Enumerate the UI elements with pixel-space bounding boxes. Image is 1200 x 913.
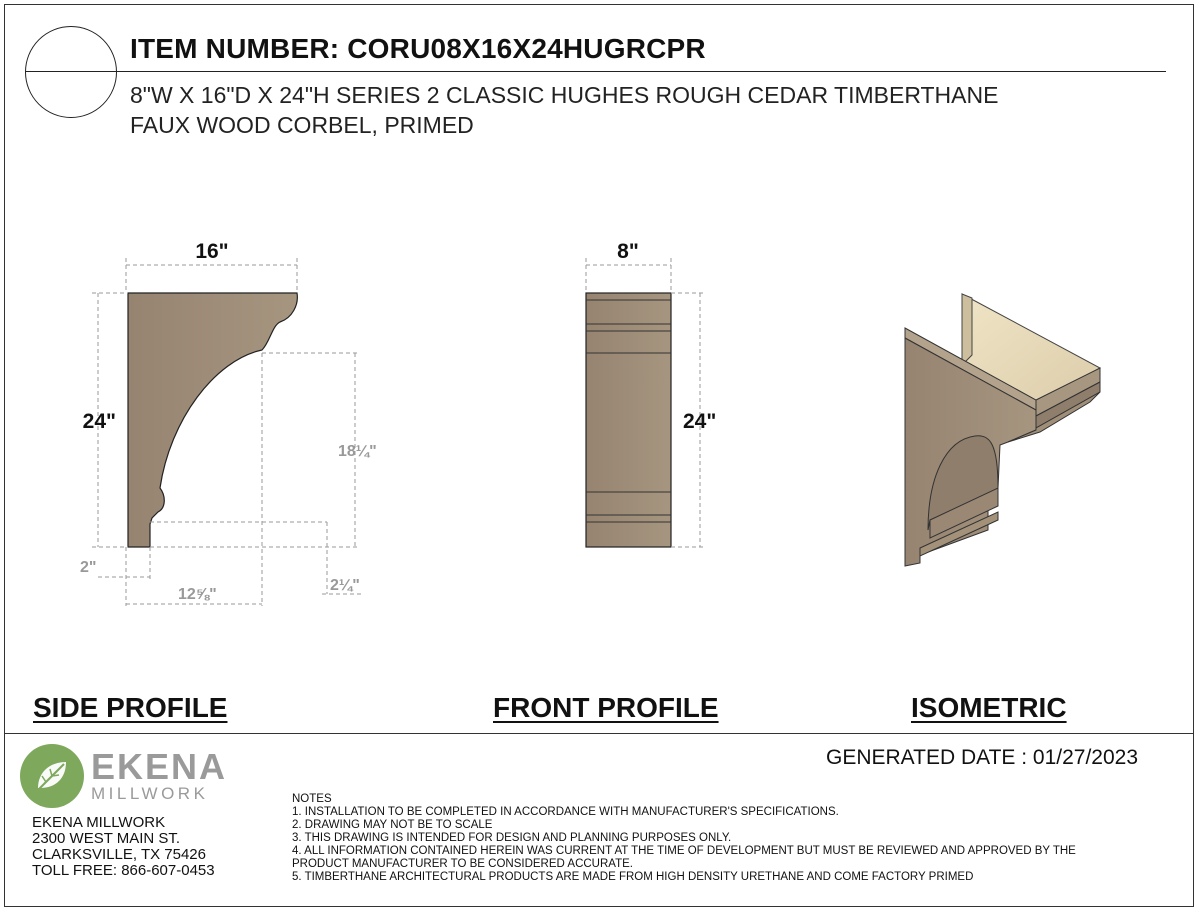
side-profile-drawing	[80, 240, 377, 606]
company-line: TOLL FREE: 866-607-0453	[32, 862, 215, 879]
note-line: 5. TIMBERTHANE ARCHITECTURAL PRODUCTS ARE MADE FROM HIGH DENSITY URETHANE AND COME FACTORY PRIMED	[292, 871, 974, 883]
brand-subtitle: MILLWORK	[91, 784, 209, 803]
brand-name: EKENA	[91, 746, 228, 787]
side-arch-width-label: 12⅝"	[178, 586, 217, 603]
side-step-label: 2¼"	[330, 577, 360, 594]
notes-block	[292, 793, 1076, 884]
generated-date: GENERATED DATE : 01/27/2023	[826, 746, 1139, 769]
side-height-label: 24"	[82, 410, 116, 433]
isometric-title: ISOMETRIC	[911, 692, 1067, 723]
side-depth-label: 16"	[195, 240, 229, 263]
note-line: 3. THIS DRAWING IS INTENDED FOR DESIGN AND PLANNING PURPOSES ONLY.	[292, 832, 732, 844]
front-profile-title: FRONT PROFILE	[493, 692, 719, 723]
note-line: 4. ALL INFORMATION CONTAINED HEREIN WAS CURRENT AT THE TIME OF DEVELOPMENT BUT MUST BE REVIEWED AND APPROVED BY THE	[292, 845, 1076, 857]
note-line: NOTES	[292, 793, 332, 805]
ekena-leaf-logo-icon	[20, 744, 84, 808]
side-profile-title: SIDE PROFILE	[33, 692, 228, 723]
note-line: 2. DRAWING MAY NOT BE TO SCALE	[292, 819, 493, 831]
side-arch-height-label: 18¼"	[338, 443, 377, 460]
front-width-label: 8"	[617, 240, 639, 263]
item-number: ITEM NUMBER: CORU08X16X24HUGRCPR	[130, 33, 706, 64]
company-line: CLARKSVILLE, TX 75426	[32, 846, 206, 863]
front-profile-drawing	[586, 240, 716, 547]
side-base-label: 2"	[80, 559, 97, 576]
description-line-2: FAUX WOOD CORBEL, PRIMED	[130, 112, 474, 138]
side-profile-shape	[128, 293, 297, 547]
description-line-1: 8"W X 16"D X 24"H SERIES 2 CLASSIC HUGHES ROUGH CEDAR TIMBERTHANE	[130, 82, 999, 108]
note-line: PRODUCT MANUFACTURER TO BE CONSIDERED ACCURATE.	[292, 858, 633, 870]
isometric-drawing	[905, 294, 1100, 566]
footer-divider	[4, 733, 1194, 734]
company-address	[32, 815, 215, 879]
note-line: 1. INSTALLATION TO BE COMPLETED IN ACCORDANCE WITH MANUFACTURER'S SPECIFICATIONS.	[292, 806, 839, 818]
company-line: EKENA MILLWORK	[32, 814, 166, 831]
front-height-label: 24"	[683, 410, 717, 433]
company-line: 2300 WEST MAIN ST.	[32, 830, 181, 847]
